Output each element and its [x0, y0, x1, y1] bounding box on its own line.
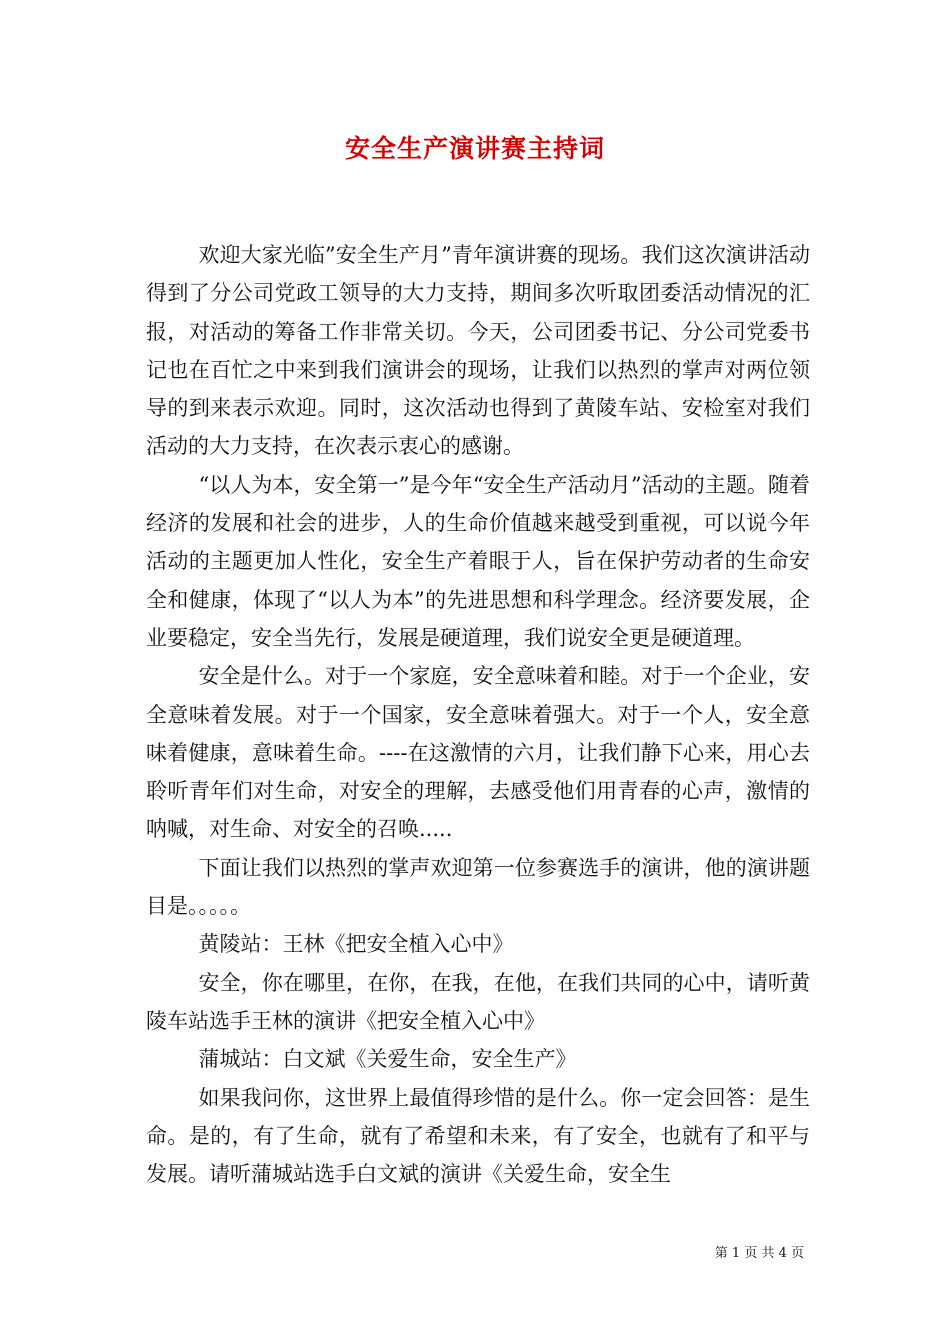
paragraph-theme: “以人为本，安全第一”是今年“安全生产活动月”活动的主题。随着经济的发展和社会的进步，人的生命价值越来越受到重视，可以说今年活动的主题更加人性化，安全生产着眼于人，旨在保护劳动者的生命安全和健康，体现了“以人为本”的先进思想和科学理念。经济要发展，企业要稳定，安全当先行，发展是硬道理，我们说安全更是硬道理。: [146, 472, 810, 650]
paragraph-pucheng-intro: 如果我问你，这世界上最值得珍惜的是什么。你一定会回答：是生命。是的，有了生命，就有了希望和未来，有了安全，也就有了和平与发展。请听蒲城站选手白文斌的演讲《关爱生命，安全生: [146, 1085, 810, 1187]
speaker-heading-huangling: 黄陵站：王林《把安全植入心中》: [198, 932, 514, 957]
paragraph-first-speaker-intro: 下面让我们以热烈的掌声欢迎第一位参赛选手的演讲，他的演讲题目是。。。。。: [146, 855, 810, 919]
document-body: [146, 236, 810, 1193]
speaker-heading-pucheng: 蒲城站：白文斌《关爱生命，安全生产》: [198, 1047, 577, 1072]
document-title: 安全生产演讲赛主持词: [344, 134, 605, 163]
paragraph-what-is-safety: 安全是什么。对于一个家庭，安全意味着和睦。对于一个企业，安全意味着发展。对于一个国家，安全意味着强大。对于一个人，安全意味着健康，意味着生命。----在这激情的六月，让我们静下心来，用心去聆听青年们对生命，对安全的理解，去感受他们用青春的心声，激情的呐喊，对生命、对安全的召唤.....: [146, 664, 810, 842]
paragraph-huangling-intro: 安全，你在哪里，在你，在我，在他，在我们共同的心中，请听黄陵车站选手王林的演讲《把安全植入心中》: [146, 970, 810, 1033]
paragraph-welcome: 欢迎大家光临”安全生产月”青年演讲赛的现场。我们这次演讲活动得到了分公司党政工领导的大力支持，期间多次听取团委活动情况的汇报，对活动的筹备工作非常关切。今天，公司团委书记、分公司党委书记也在百忙之中来到我们演讲会的现场，让我们以热烈的掌声对两位领导的到来表示欢迎。同时，这次活动也得到了黄陵车站、安检室对我们活动的大力支持，在次表示衷心的感谢。: [146, 243, 810, 459]
page-number-footer: 第 1 页 共 4 页: [714, 1246, 804, 1261]
